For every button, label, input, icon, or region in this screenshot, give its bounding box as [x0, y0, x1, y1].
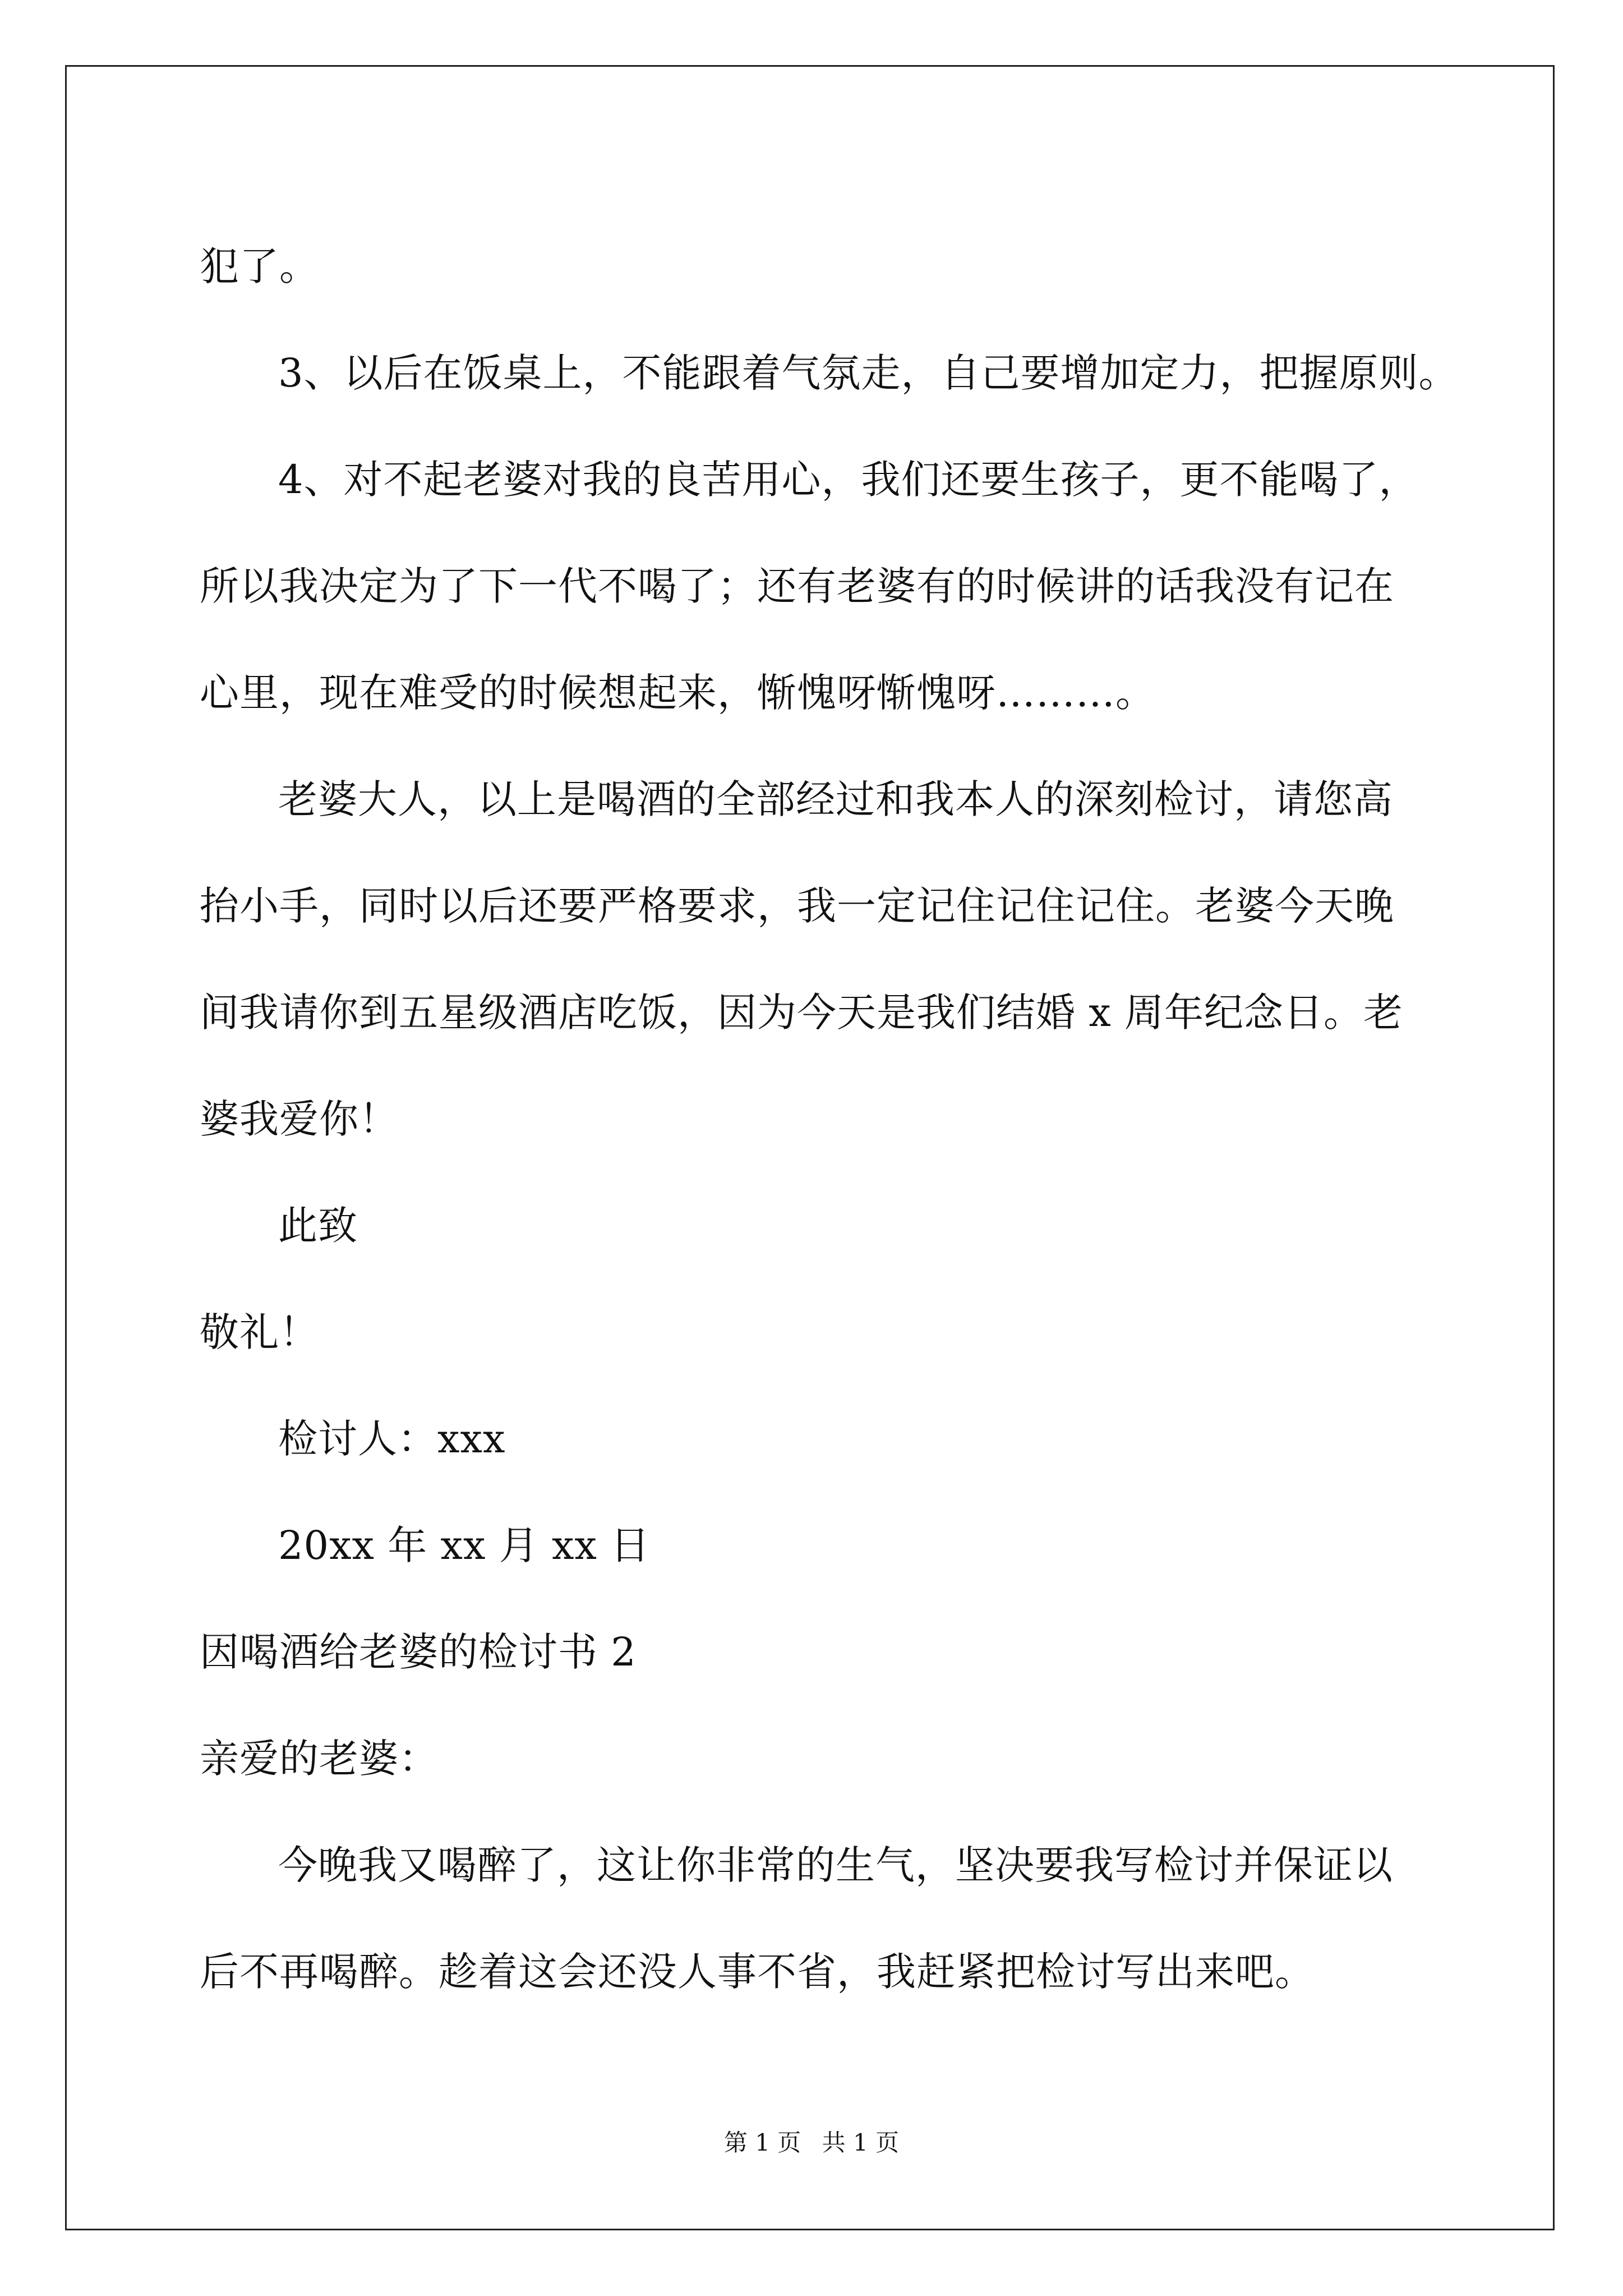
page-footer [0, 2126, 1623, 2160]
page-total: 共 1 页 [822, 2129, 900, 2156]
text-line: 犯了。 [200, 243, 319, 289]
text-line: 3、以后在饭桌上，不能跟着气氛走，自己要增加定力，把握原则。 [278, 350, 1459, 396]
section-title: 因喝酒给老婆的检讨书 2 [200, 1629, 637, 1675]
text-line: 今晚我又喝醉了，这让你非常的生气，坚决要我写检讨并保证以 [278, 1842, 1393, 1888]
signature-line: 检讨人：xxx [278, 1416, 506, 1462]
text-line: 后不再喝醉。趁着这会还没人事不省，我赶紧把检讨写出来吧。 [200, 1949, 1315, 1995]
closing-respects: 敬礼！ [200, 1309, 319, 1355]
closing-salutation: 此致 [278, 1203, 358, 1249]
text-line: 4、对不起老婆对我的良苦用心，我们还要生孩子，更不能喝了， [278, 457, 1419, 503]
text-line: 抬小手，同时以后还要严格要求，我一定记住记住记住。老婆今天晚 [200, 883, 1394, 929]
text-line: 间我请你到五星级酒店吃饭，因为今天是我们结婚 x 周年纪念日。老 [200, 990, 1403, 1036]
greeting-line: 亲爱的老婆： [200, 1736, 439, 1782]
text-line: 所以我决定为了下一代不喝了；还有老婆有的时候讲的话我没有记在 [200, 563, 1394, 609]
date-line: 20xx 年 xx 月 xx 日 [278, 1522, 651, 1568]
text-line: 心里，现在难受的时候想起来，惭愧呀惭愧呀………。 [200, 670, 1155, 716]
page-number: 第 1 页 [723, 2129, 801, 2156]
document-body [200, 213, 1459, 2025]
text-line: 婆我爱你！ [200, 1096, 399, 1142]
text-line: 老婆大人，以上是喝酒的全部经过和我本人的深刻检讨，请您高 [278, 776, 1393, 822]
